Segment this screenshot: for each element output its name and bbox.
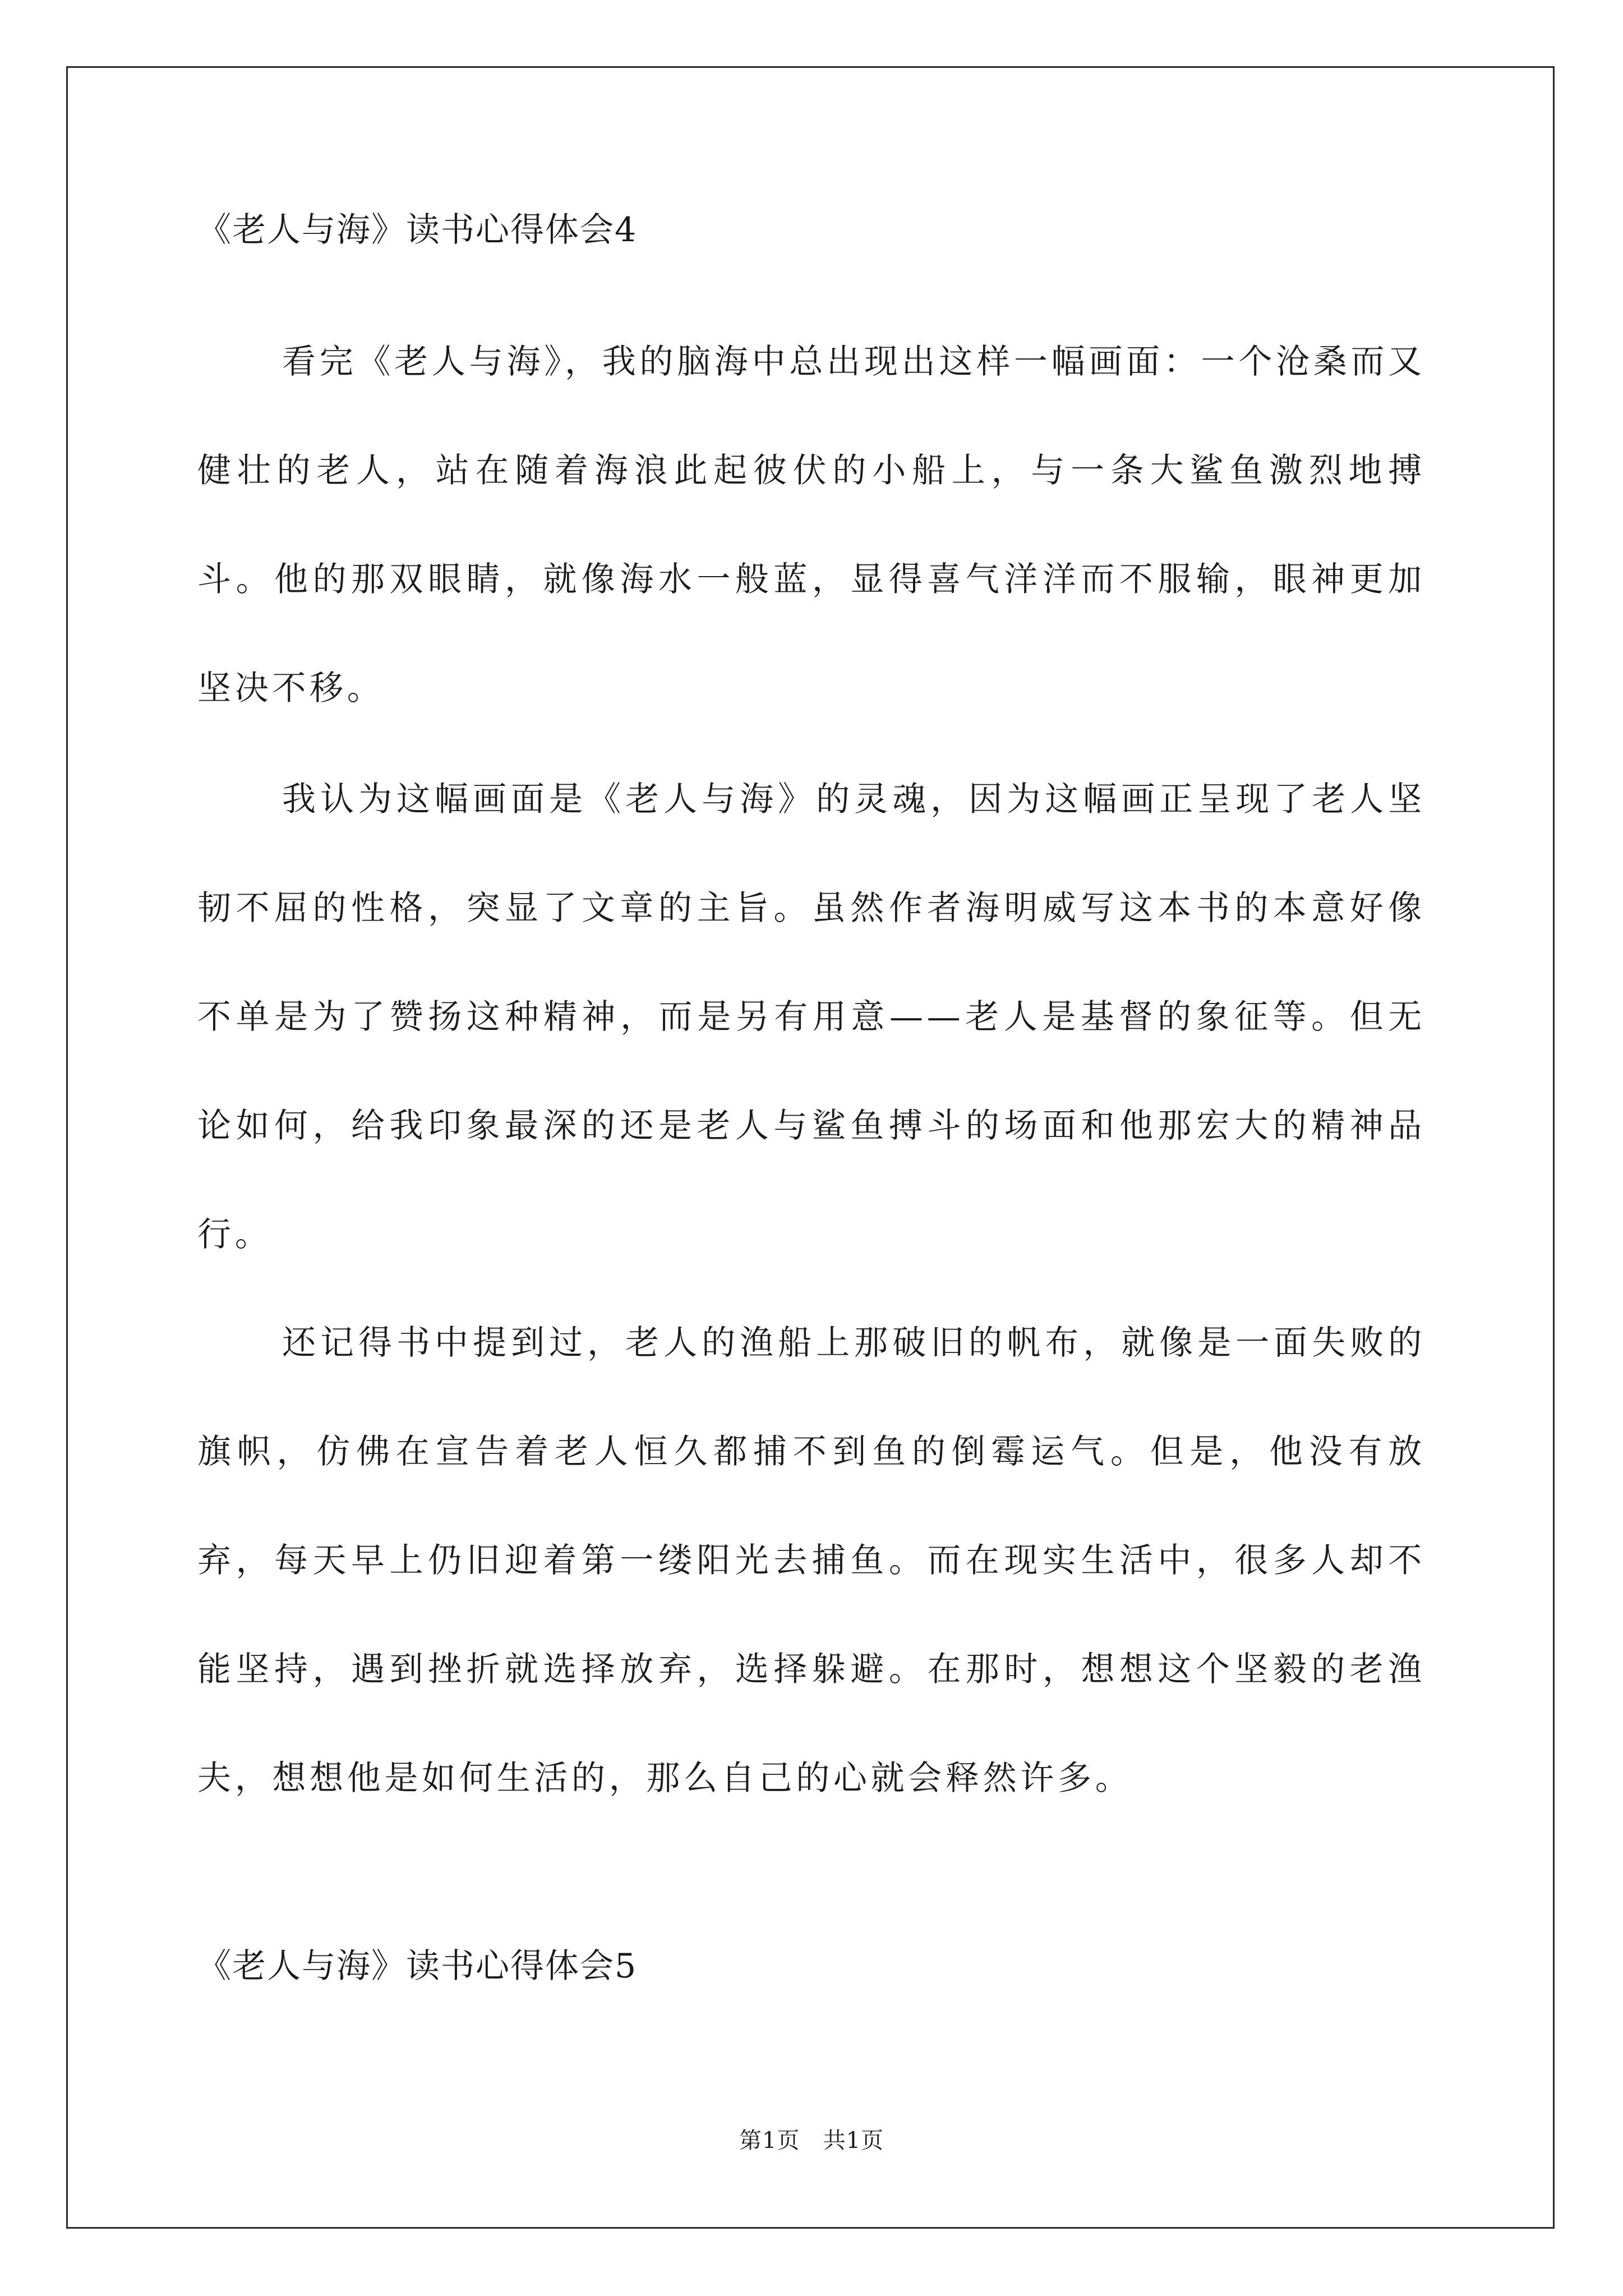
paragraph-2: 我认为这幅画面是《老人与海》的灵魂，因为这幅画正呈现了老人坚韧不屈的性格，突显了文章的主旨。虽然作者海明威写这本书的本意好像不单是为了赞扬这种精神，而是另有用意——老人是基督的象征等。但无论如何，给我印象最深的还是老人与鲨鱼搏斗的场面和他那宏大的精神品行。: [197, 780, 1426, 1254]
page-total: 共1页: [823, 2128, 884, 2154]
section-heading-5: 《老人与海》读书心得体会5: [197, 1947, 638, 1986]
page-number: 第1页: [739, 2128, 800, 2154]
section-heading-4: 《老人与海》读书心得体会4: [197, 210, 638, 250]
paragraph-1: 看完《老人与海》，我的脑海中总出现出这样一幅画面：一个沧桑而又健壮的老人，站在随着海浪此起彼伏的小船上，与一条大鲨鱼激烈地搏斗。他的那双眼睛，就像海水一般蓝，显得喜气洋洋而不服输，眼神更加坚决不移。: [197, 342, 1426, 708]
page-footer: [0, 2124, 1623, 2157]
paragraph-3: 还记得书中提到过，老人的渔船上那破旧的帆布，就像是一面失败的旗帜，仿佛在宣告着老人恒久都捕不到鱼的倒霉运气。但是，他没有放弃，每天早上仍旧迎着第一缕阳光去捕鱼。而在现实生活中，很多人却不能坚持，遇到挫折就选择放弃，选择躲避。在那时，想想这个坚毅的老渔夫，想想他是如何生活的，那么自己的心就会释然许多。: [197, 1323, 1426, 1798]
